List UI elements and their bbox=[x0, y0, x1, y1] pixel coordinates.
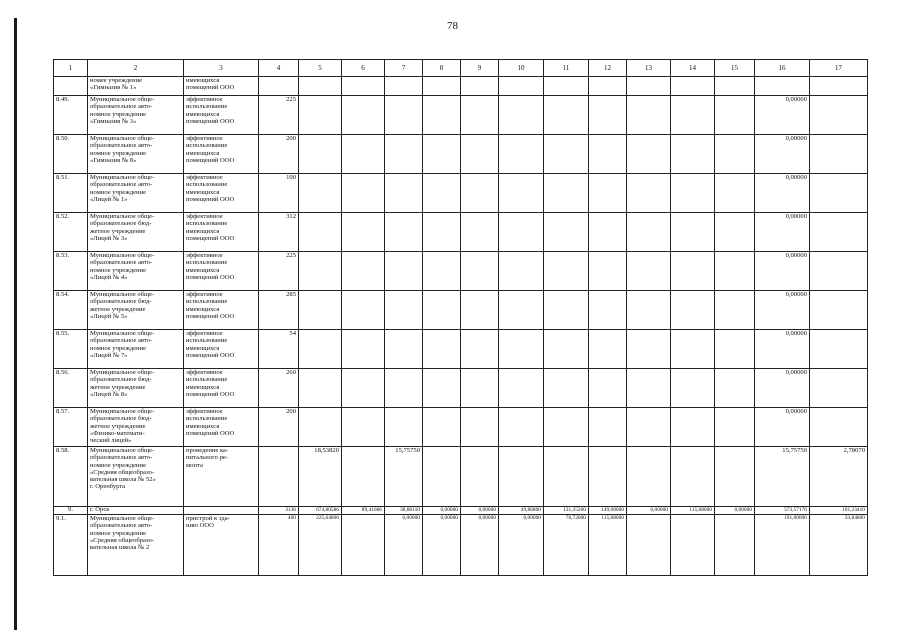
cell-col-15 bbox=[715, 447, 755, 507]
cell-col-6 bbox=[342, 174, 385, 213]
cell-col-7: 0,00000 bbox=[385, 515, 423, 576]
scan-edge bbox=[14, 18, 17, 630]
cell-col-3: имеющихся помещений ООО bbox=[184, 77, 259, 96]
cell-col-6 bbox=[342, 96, 385, 135]
cell-col-11: 76,72000 bbox=[544, 515, 589, 576]
cell-col-10 bbox=[499, 77, 544, 96]
column-header-15: 15 bbox=[715, 60, 755, 77]
cell-col-6 bbox=[342, 369, 385, 408]
cell-col-3: эффективное использование имеющихся помещений ООО bbox=[184, 96, 259, 135]
cell-col-4 bbox=[259, 447, 299, 507]
cell-col-17 bbox=[810, 291, 868, 330]
cell-col-5: 225,64800 bbox=[299, 515, 342, 576]
cell-col-4: 400 bbox=[259, 515, 299, 576]
cell-col-17 bbox=[810, 408, 868, 447]
cell-col-6 bbox=[342, 408, 385, 447]
cell-col-4: 200 bbox=[259, 408, 299, 447]
cell-col-5 bbox=[299, 135, 342, 174]
cell-col-2: Муниципальное обще- образовательное авто- номное учреждение «Лицей № 4» bbox=[88, 252, 184, 291]
budget-table bbox=[53, 59, 868, 576]
cell-col-16: 0,00000 bbox=[755, 369, 810, 408]
column-header-7: 7 bbox=[385, 60, 423, 77]
cell-col-16: 0,00000 bbox=[755, 135, 810, 174]
cell-col-4: 285 bbox=[259, 291, 299, 330]
cell-col-4 bbox=[259, 77, 299, 96]
cell-col-9 bbox=[461, 291, 499, 330]
cell-col-5 bbox=[299, 174, 342, 213]
table-row bbox=[54, 291, 868, 330]
cell-col-10 bbox=[499, 447, 544, 507]
cell-col-16: 0,00000 bbox=[755, 96, 810, 135]
cell-col-8 bbox=[423, 77, 461, 96]
cell-col-3: проведение ка- питального ре- монта bbox=[184, 447, 259, 507]
cell-col-15 bbox=[715, 369, 755, 408]
column-header-14: 14 bbox=[671, 60, 715, 77]
cell-col-10: 49,86800 bbox=[499, 507, 544, 515]
cell-col-9 bbox=[461, 408, 499, 447]
cell-col-8 bbox=[423, 135, 461, 174]
cell-col-14 bbox=[671, 447, 715, 507]
cell-col-12: 149,08000 bbox=[589, 507, 627, 515]
cell-col-4: 200 bbox=[259, 135, 299, 174]
cell-col-5 bbox=[299, 291, 342, 330]
cell-col-8 bbox=[423, 330, 461, 369]
cell-col-6: 89,41066 bbox=[342, 507, 385, 515]
cell-col-17 bbox=[810, 330, 868, 369]
table-row bbox=[54, 213, 868, 252]
cell-col-8 bbox=[423, 369, 461, 408]
cell-col-11 bbox=[544, 252, 589, 291]
cell-col-5 bbox=[299, 408, 342, 447]
cell-col-13 bbox=[627, 174, 671, 213]
cell-col-5 bbox=[299, 330, 342, 369]
cell-col-4: 3136 bbox=[259, 507, 299, 515]
cell-col-8 bbox=[423, 96, 461, 135]
cell-col-6 bbox=[342, 330, 385, 369]
cell-col-6 bbox=[342, 447, 385, 507]
cell-col-15 bbox=[715, 330, 755, 369]
cell-col-10 bbox=[499, 252, 544, 291]
cell-col-2: Муниципальное обще- образовательное бюд- жетное учреждение «Лицей № 8» bbox=[88, 369, 184, 408]
cell-col-5: 674,80586 bbox=[299, 507, 342, 515]
cell-col-2: Муниципальное обще- образовательное авто- номное учреждение «Лицей № 7» bbox=[88, 330, 184, 369]
cell-col-1: 9.1. bbox=[54, 515, 88, 576]
cell-col-7: 15,75750 bbox=[385, 447, 423, 507]
cell-col-16: 191,80000 bbox=[755, 515, 810, 576]
cell-col-16: 0,00000 bbox=[755, 213, 810, 252]
column-header-3: 3 bbox=[184, 60, 259, 77]
cell-col-7 bbox=[385, 369, 423, 408]
page-number: 78 bbox=[447, 20, 458, 32]
cell-col-16: 0,00000 bbox=[755, 252, 810, 291]
table-row bbox=[54, 447, 868, 507]
cell-col-7 bbox=[385, 291, 423, 330]
cell-col-2: Муниципальное обще- образовательное авто- номное учреждение «Средняя общеобразо- вательная школа № 2 bbox=[88, 515, 184, 576]
cell-col-3: эффективное использование имеющихся помещений ООО bbox=[184, 408, 259, 447]
cell-col-15 bbox=[715, 77, 755, 96]
cell-col-2: Муниципальное обще- образовательное авто- номное учреждение «Гимназия № 3» bbox=[88, 96, 184, 135]
cell-col-3: эффективное использование имеющихся помещений ООО bbox=[184, 135, 259, 174]
cell-col-12 bbox=[589, 447, 627, 507]
cell-col-5 bbox=[299, 213, 342, 252]
cell-col-3: эффективное использование имеющихся помещений ООО bbox=[184, 291, 259, 330]
cell-col-13 bbox=[627, 252, 671, 291]
cell-col-1: 8.51. bbox=[54, 174, 88, 213]
cell-col-13 bbox=[627, 77, 671, 96]
cell-col-3: эффективное использование имеющихся помещений ООО bbox=[184, 330, 259, 369]
cell-col-14 bbox=[671, 330, 715, 369]
cell-col-13 bbox=[627, 447, 671, 507]
cell-col-14 bbox=[671, 252, 715, 291]
cell-col-14 bbox=[671, 96, 715, 135]
cell-col-5 bbox=[299, 77, 342, 96]
cell-col-9 bbox=[461, 252, 499, 291]
cell-col-12 bbox=[589, 96, 627, 135]
table-row bbox=[54, 252, 868, 291]
cell-col-9: 0,00000 bbox=[461, 515, 499, 576]
cell-col-10 bbox=[499, 174, 544, 213]
cell-col-1: 8.50. bbox=[54, 135, 88, 174]
cell-col-2: г. Орск bbox=[88, 507, 184, 515]
cell-col-6 bbox=[342, 252, 385, 291]
cell-col-1: 9. bbox=[54, 507, 88, 515]
cell-col-15 bbox=[715, 135, 755, 174]
table-row bbox=[54, 135, 868, 174]
cell-col-12 bbox=[589, 330, 627, 369]
cell-col-13 bbox=[627, 135, 671, 174]
cell-col-14 bbox=[671, 515, 715, 576]
column-header-9: 9 bbox=[461, 60, 499, 77]
cell-col-7: 38,88110 bbox=[385, 507, 423, 515]
cell-col-5: 18,53820 bbox=[299, 447, 342, 507]
cell-col-16: 0,00000 bbox=[755, 174, 810, 213]
cell-col-13: 0,00000 bbox=[627, 507, 671, 515]
cell-col-12: 115,08000 bbox=[589, 515, 627, 576]
cell-col-1: 8.55. bbox=[54, 330, 88, 369]
cell-col-15 bbox=[715, 252, 755, 291]
table-row bbox=[54, 408, 868, 447]
cell-col-9 bbox=[461, 135, 499, 174]
cell-col-14 bbox=[671, 369, 715, 408]
cell-col-3: эффективное использование имеющихся помещений ООО bbox=[184, 252, 259, 291]
cell-col-6 bbox=[342, 135, 385, 174]
cell-col-13 bbox=[627, 96, 671, 135]
cell-col-2: номее учреждение «Гимназия № 1» bbox=[88, 77, 184, 96]
cell-col-17 bbox=[810, 252, 868, 291]
cell-col-1: 8.56. bbox=[54, 369, 88, 408]
cell-col-1: 8.49. bbox=[54, 96, 88, 135]
cell-col-8 bbox=[423, 252, 461, 291]
column-header-16: 16 bbox=[755, 60, 810, 77]
cell-col-3: эффективное использование имеющихся помещений ООО bbox=[184, 369, 259, 408]
table-row bbox=[54, 174, 868, 213]
cell-col-15 bbox=[715, 213, 755, 252]
cell-col-8 bbox=[423, 291, 461, 330]
cell-col-17 bbox=[810, 135, 868, 174]
cell-col-7 bbox=[385, 252, 423, 291]
column-header-6: 6 bbox=[342, 60, 385, 77]
cell-col-17: 101,23410 bbox=[810, 507, 868, 515]
column-header-8: 8 bbox=[423, 60, 461, 77]
cell-col-8 bbox=[423, 174, 461, 213]
cell-col-11: 131,25200 bbox=[544, 507, 589, 515]
cell-col-10 bbox=[499, 369, 544, 408]
cell-col-12 bbox=[589, 291, 627, 330]
cell-col-14 bbox=[671, 213, 715, 252]
cell-col-17 bbox=[810, 174, 868, 213]
cell-col-10 bbox=[499, 213, 544, 252]
column-header-17: 17 bbox=[810, 60, 868, 77]
cell-col-13 bbox=[627, 213, 671, 252]
cell-col-1 bbox=[54, 77, 88, 96]
cell-col-2: Муниципальное обще- образовательное бюд- жетное учреждение «Лицей № 3» bbox=[88, 213, 184, 252]
column-header-4: 4 bbox=[259, 60, 299, 77]
cell-col-2: Муниципальное обще- образовательное бюд- жетное учреждение «Лицей № 5» bbox=[88, 291, 184, 330]
table-row bbox=[54, 515, 868, 576]
cell-col-10 bbox=[499, 135, 544, 174]
cell-col-7 bbox=[385, 330, 423, 369]
cell-col-2: Муниципальное обще- образовательное авто- номное учреждение «Средняя общеобразо- вательная школа № 52» г. Оренбурга bbox=[88, 447, 184, 507]
cell-col-4: 260 bbox=[259, 369, 299, 408]
cell-col-1: 8.57. bbox=[54, 408, 88, 447]
cell-col-16: 15,75750 bbox=[755, 447, 810, 507]
cell-col-1: 8.52. bbox=[54, 213, 88, 252]
cell-col-10 bbox=[499, 96, 544, 135]
cell-col-16: 0,00000 bbox=[755, 330, 810, 369]
cell-col-14 bbox=[671, 135, 715, 174]
cell-col-14 bbox=[671, 291, 715, 330]
cell-col-5 bbox=[299, 369, 342, 408]
column-header-12: 12 bbox=[589, 60, 627, 77]
cell-col-1: 8.58. bbox=[54, 447, 88, 507]
cell-col-11 bbox=[544, 96, 589, 135]
cell-col-7 bbox=[385, 213, 423, 252]
cell-col-5 bbox=[299, 252, 342, 291]
cell-col-8 bbox=[423, 213, 461, 252]
cell-col-4: 312 bbox=[259, 213, 299, 252]
cell-col-10 bbox=[499, 330, 544, 369]
cell-col-6 bbox=[342, 515, 385, 576]
cell-col-4: 225 bbox=[259, 96, 299, 135]
cell-col-3: пристрой к зда- нию ООО bbox=[184, 515, 259, 576]
cell-col-2: Муниципальное обще- образовательное авто- номное учреждение «Лицей № 1» bbox=[88, 174, 184, 213]
cell-col-12 bbox=[589, 369, 627, 408]
cell-col-5 bbox=[299, 96, 342, 135]
cell-col-16: 0,00000 bbox=[755, 291, 810, 330]
cell-col-11 bbox=[544, 330, 589, 369]
cell-col-12 bbox=[589, 408, 627, 447]
column-header-10: 10 bbox=[499, 60, 544, 77]
cell-col-6 bbox=[342, 213, 385, 252]
cell-col-16: 573,57176 bbox=[755, 507, 810, 515]
cell-col-11 bbox=[544, 408, 589, 447]
cell-col-6 bbox=[342, 77, 385, 96]
cell-col-9 bbox=[461, 77, 499, 96]
cell-col-10 bbox=[499, 291, 544, 330]
cell-col-9 bbox=[461, 447, 499, 507]
cell-col-3 bbox=[184, 507, 259, 515]
cell-col-3: эффективное использование имеющихся помещений ООО bbox=[184, 213, 259, 252]
cell-col-17 bbox=[810, 213, 868, 252]
column-header-5: 5 bbox=[299, 60, 342, 77]
cell-col-12 bbox=[589, 252, 627, 291]
column-header-13: 13 bbox=[627, 60, 671, 77]
cell-col-16: 0,00000 bbox=[755, 408, 810, 447]
cell-col-8 bbox=[423, 447, 461, 507]
header-row bbox=[54, 60, 868, 77]
cell-col-17 bbox=[810, 96, 868, 135]
cell-col-12 bbox=[589, 135, 627, 174]
cell-col-12 bbox=[589, 77, 627, 96]
cell-col-4: 225 bbox=[259, 252, 299, 291]
cell-col-17 bbox=[810, 77, 868, 96]
cell-col-12 bbox=[589, 213, 627, 252]
cell-col-13 bbox=[627, 330, 671, 369]
cell-col-2: Муниципальное обще- образовательное авто- номное учреждение «Гимназия № 8» bbox=[88, 135, 184, 174]
cell-col-9 bbox=[461, 174, 499, 213]
cell-col-8: 0,00000 bbox=[423, 507, 461, 515]
column-header-2: 2 bbox=[88, 60, 184, 77]
cell-col-11 bbox=[544, 447, 589, 507]
cell-col-15 bbox=[715, 96, 755, 135]
cell-col-13 bbox=[627, 369, 671, 408]
cell-col-8: 0,00000 bbox=[423, 515, 461, 576]
region-total-row bbox=[54, 507, 868, 515]
cell-col-7 bbox=[385, 96, 423, 135]
table-body bbox=[54, 60, 868, 576]
cell-col-9 bbox=[461, 96, 499, 135]
cell-col-4: 54 bbox=[259, 330, 299, 369]
cell-col-17: 33,84800 bbox=[810, 515, 868, 576]
table-row bbox=[54, 77, 868, 96]
cell-col-13 bbox=[627, 408, 671, 447]
cell-col-11 bbox=[544, 77, 589, 96]
cell-col-7 bbox=[385, 135, 423, 174]
cell-col-7 bbox=[385, 77, 423, 96]
cell-col-1: 8.53. bbox=[54, 252, 88, 291]
cell-col-7 bbox=[385, 174, 423, 213]
cell-col-11 bbox=[544, 291, 589, 330]
cell-col-7 bbox=[385, 408, 423, 447]
cell-col-9 bbox=[461, 369, 499, 408]
cell-col-11 bbox=[544, 174, 589, 213]
cell-col-13 bbox=[627, 515, 671, 576]
cell-col-15 bbox=[715, 291, 755, 330]
cell-col-8 bbox=[423, 408, 461, 447]
cell-col-3: эффективное использование имеющихся помещений ООО bbox=[184, 174, 259, 213]
cell-col-1: 8.54. bbox=[54, 291, 88, 330]
cell-col-15 bbox=[715, 515, 755, 576]
cell-col-12 bbox=[589, 174, 627, 213]
table-row bbox=[54, 96, 868, 135]
column-header-11: 11 bbox=[544, 60, 589, 77]
table-row bbox=[54, 369, 868, 408]
cell-col-15 bbox=[715, 174, 755, 213]
table-row bbox=[54, 330, 868, 369]
cell-col-17 bbox=[810, 369, 868, 408]
cell-col-4: 100 bbox=[259, 174, 299, 213]
cell-col-14 bbox=[671, 174, 715, 213]
cell-col-11 bbox=[544, 135, 589, 174]
cell-col-9: 0,00000 bbox=[461, 507, 499, 515]
cell-col-14 bbox=[671, 408, 715, 447]
cell-col-14 bbox=[671, 77, 715, 96]
cell-col-14: 115,08000 bbox=[671, 507, 715, 515]
cell-col-2: Муниципальное обще- образовательное бюд- жетное учреждение «Физико-математи- ческий лицей» bbox=[88, 408, 184, 447]
cell-col-13 bbox=[627, 291, 671, 330]
cell-col-15 bbox=[715, 408, 755, 447]
cell-col-6 bbox=[342, 291, 385, 330]
cell-col-10 bbox=[499, 408, 544, 447]
cell-col-15: 0,00000 bbox=[715, 507, 755, 515]
cell-col-11 bbox=[544, 213, 589, 252]
cell-col-17: 2,78070 bbox=[810, 447, 868, 507]
cell-col-16 bbox=[755, 77, 810, 96]
cell-col-9 bbox=[461, 213, 499, 252]
cell-col-11 bbox=[544, 369, 589, 408]
cell-col-10: 0,00000 bbox=[499, 515, 544, 576]
column-header-1: 1 bbox=[54, 60, 88, 77]
cell-col-9 bbox=[461, 330, 499, 369]
